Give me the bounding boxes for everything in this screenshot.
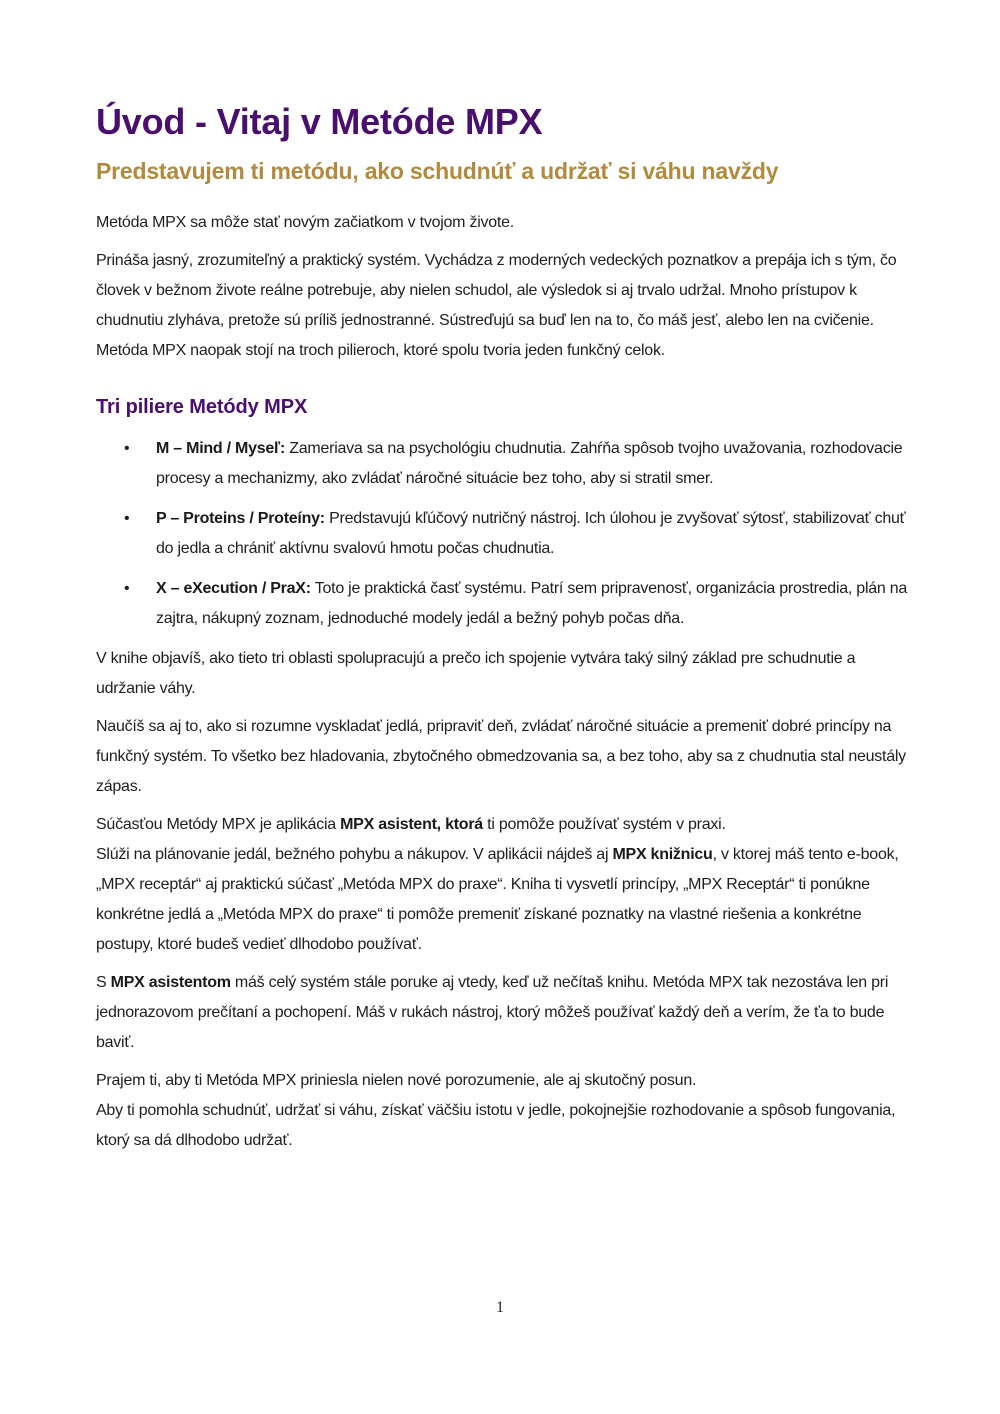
pillars-list [96,434,908,634]
text-run: ti pomôže používať systém v praxi. [482,816,726,833]
pillars-heading: Tri piliere Metódy MPX [96,396,308,418]
text-run: Slúži na plánovanie jedál, bežného pohybu a nákupov. V aplikácii nájdeš aj [96,846,613,863]
body-paragraph-3: V knihe objavíš, ako tieto tri oblasti spolupracujú a prečo ich spojenie vytvára taký silný základ pre schudnutie a udržanie váhy. [96,650,856,697]
text-run: máš celý systém stále poruke aj vtedy, keď už nečítaš knihu. Metóda MPX tak nezostáva len pri jednorazovom prečítaní a pochopení. Máš v rukách nástroj, ktorý môžeš používať každý deň a verím, že ťa to bude baviť. [96,974,889,1051]
text-run: Súčasťou Metódy MPX je aplikácia [96,816,341,833]
pillar-item-execution [96,574,908,634]
text-run: , v ktorej máš tento e-book, „MPX receptár“ aj praktickú súčasť „Metóda MPX do praxe“. Kniha ti vysvetlí princípy, „MPX Receptár“ ti ponúkne konkrétne jedlá a „Metóda MPX do praxe“ ti pomôže premeniť získané poznatky na vlastné riešenia a konkrétne postupy, ktoré budeš vedieť dlhodobo používať. [96,846,899,953]
page-number: 1 [496,1299,504,1316]
body-paragraph-5 [96,810,908,960]
pillar-text: Toto je praktická časť systému. Patrí sem pripravenosť, organizácia prostredia, plán na zajtra, nákupný zoznam, jednoduché modely jedál a bežný pohyb počas dňa. [156,580,908,627]
pillar-item-proteins [96,504,908,564]
body-paragraph-6 [96,968,908,1058]
mpx-asistent-emphasis: MPX asistent, ktorá [340,816,483,833]
mpx-kniznica-emphasis: MPX knižnicu [612,846,713,863]
intro-paragraph-2: Prináša jasný, zrozumiteľný a praktický systém. Vychádza z moderných vedeckých poznatkov a prepája ich s tým, čo človek v bežnom živote reálne potrebuje, aby nielen schudol, ale výsledok si aj trvalo udržal. Mnoho prístupov k chudnutiu zlyháva, pretože sú príliš jednostranné. Sústreďujú sa buď len na to, čo máš jesť, alebo len na cvičenie. Metóda MPX naopak stojí na troch pilieroch, ktoré spolu tvoria jeden funkčný celok. [96,252,897,359]
text-run: Prajem ti, aby ti Metóda MPX priniesla nielen nové porozumenie, ale aj skutočný posun. [96,1072,697,1089]
pillar-text: Predstavujú kľúčový nutričný nástroj. Ich úlohou je zvyšovať sýtosť, stabilizovať chuť do jedla a chrániť aktívnu svalovú hmotu počas chudnutia. [156,510,906,557]
body-paragraph-4: Naučíš sa aj to, ako si rozumne vyskladať jedlá, pripraviť deň, zvládať náročné situácie a premeniť dobré princípy na funkčný systém. To všetko bez hladovania, zbytočného obmedzovania sa, a bez toho, aby sa z chudnutia stal neustály zápas. [96,718,906,795]
bullet-icon: • [124,510,130,527]
bullet-icon: • [124,580,130,597]
document-page [96,98,908,1156]
text-run: Aby ti pomohla schudnúť, udržať si váhu, získať väčšiu istotu v jedle, pokojnejšie rozhodovanie a spôsob fungovania, ktorý sa dá dlhodobo udržať. [96,1102,896,1149]
page-subtitle: Predstavujem ti metódu, ako schudnúť a udržať si váhu navždy [96,158,779,184]
body-paragraph-7 [96,1066,908,1156]
mpx-asistentom-emphasis: MPX asistentom [110,974,231,991]
pillar-label: M – Mind / Myseľ: [156,440,286,457]
pillar-label: P – Proteins / Proteíny: [156,510,325,527]
bullet-icon: • [124,440,130,457]
pillar-text: Zameriava sa na psychológiu chudnutia. Zahŕňa spôsob tvojho uvažovania, rozhodovacie procesy a mechanizmy, ako zvládať náročné situácie bez toho, aby si stratil smer. [156,440,903,487]
page-title: Úvod - Vitaj v Metóde MPX [96,101,543,142]
text-run: S [96,974,111,991]
pillar-item-mind [96,434,908,494]
pillar-label: X – eXecution / PraX: [156,580,311,597]
intro-paragraph-1: Metóda MPX sa môže stať novým začiatkom v tvojom živote. [96,214,514,231]
